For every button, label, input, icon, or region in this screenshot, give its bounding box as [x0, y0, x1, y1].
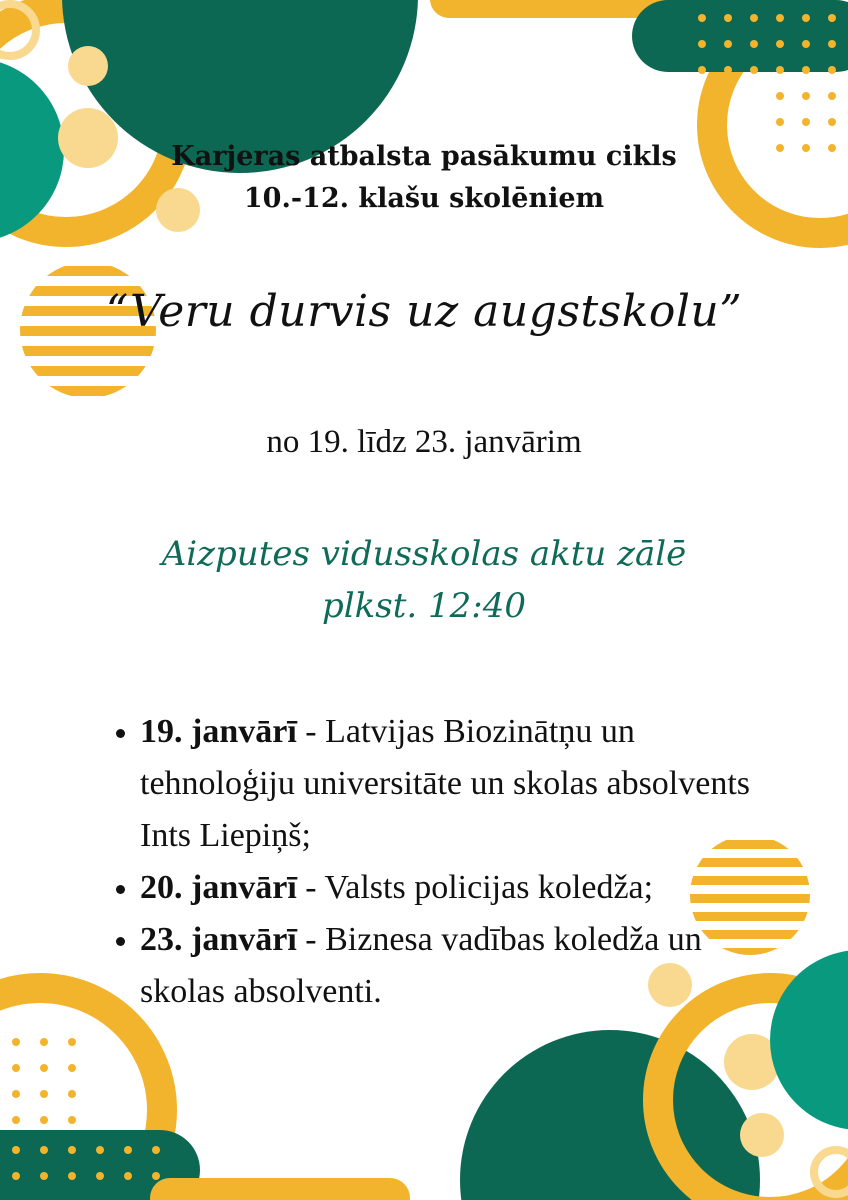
yellow-pill-bottom [150, 1178, 410, 1200]
schedule-date: 20. janvārī [140, 869, 297, 906]
event-title: “Veru durvis uz augstskolu” [105, 286, 743, 337]
schedule-item [140, 914, 780, 1018]
subtitle-line-2: 10.-12. klašu skolēniem [243, 183, 605, 214]
schedule-description: - Biznesa vadības koledža un skolas absolventi. [140, 921, 702, 1010]
dark-green-pill-top-right [632, 0, 848, 72]
schedule-date: 19. janvārī [140, 713, 297, 750]
event-dates: no 19. līdz 23. janvārim [266, 424, 582, 460]
schedule-item [140, 862, 780, 914]
schedule-item [140, 706, 780, 862]
program-subtitle [0, 136, 848, 220]
schedule-list [108, 706, 780, 1018]
schedule-description: - Valsts policijas koledža; [296, 869, 654, 906]
event-venue [0, 528, 848, 632]
schedule-date: 23. janvārī [140, 921, 297, 958]
venue-time: plkst. 12:40 [322, 586, 526, 626]
dark-green-circle-bottom [460, 1030, 760, 1200]
venue-location: Aizputes vidusskolas aktu zālē [161, 534, 687, 574]
schedule-description: - Latvijas Biozinātņu un tehnoloģiju universitāte un skolas absolvents Ints Liepiņš; [140, 713, 751, 854]
subtitle-line-1: Karjeras atbalsta pasākumu cikls [171, 141, 677, 172]
